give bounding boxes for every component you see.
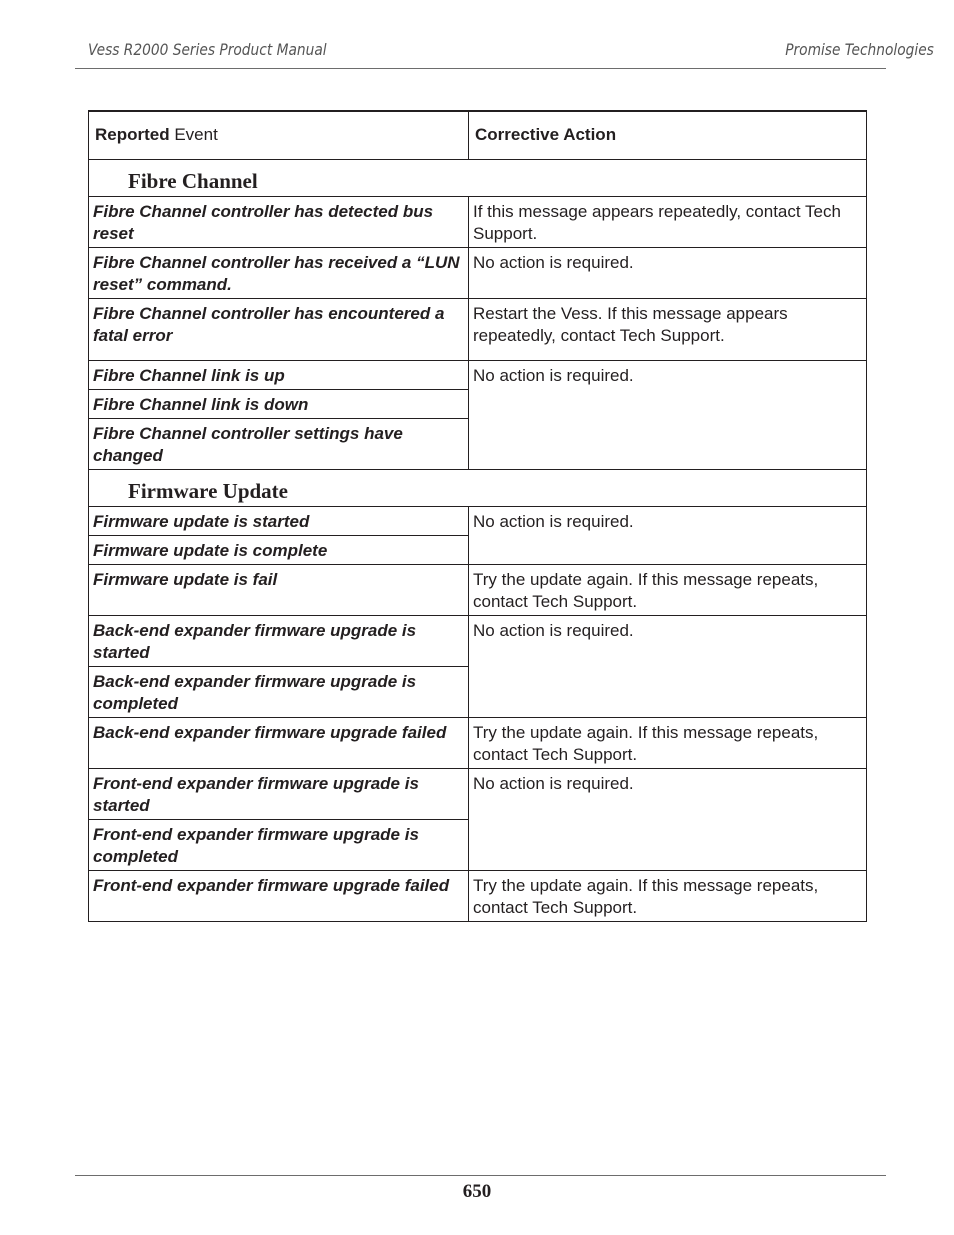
table-header-row [89, 111, 867, 159]
event-cell: Fibre Channel link is down [89, 389, 469, 418]
action-cell: No action is required. [469, 768, 867, 870]
event-table [88, 110, 867, 922]
footer-rule [75, 1175, 886, 1176]
event-cell: Fibre Channel link is up [89, 360, 469, 389]
event-cell: Front-end expander firmware upgrade failed [89, 870, 469, 921]
action-cell: No action is required. [469, 615, 867, 717]
event-cell: Front-end expander firmware upgrade is started [89, 768, 469, 819]
table-row [89, 870, 867, 921]
event-cell: Back-end expander firmware upgrade is completed [89, 666, 469, 717]
header-rule [75, 68, 886, 69]
table-row [89, 360, 867, 389]
action-cell: No action is required. [469, 247, 867, 298]
event-cell: Fibre Channel controller has detected bus reset [89, 196, 469, 247]
event-cell: Firmware update is complete [89, 535, 469, 564]
header-event-label: Event [169, 125, 218, 145]
table-row [89, 247, 867, 298]
event-cell: Back-end expander firmware upgrade failed [89, 717, 469, 768]
table-row [89, 768, 867, 819]
action-cell: If this message appears repeatedly, contact Tech Support. [469, 196, 867, 247]
event-cell: Fibre Channel controller has received a “LUN reset” command. [89, 247, 469, 298]
table-row [89, 298, 867, 360]
action-cell: Try the update again. If this message repeats, contact Tech Support. [469, 870, 867, 921]
table-row [89, 615, 867, 666]
section-row-firmware-update [89, 469, 867, 506]
action-cell: No action is required. [469, 506, 867, 564]
table-row [89, 196, 867, 247]
action-cell: Try the update again. If this message repeats, contact Tech Support. [469, 717, 867, 768]
table-row [89, 564, 867, 615]
event-cell: Front-end expander firmware upgrade is completed [89, 819, 469, 870]
table-row [89, 506, 867, 535]
page-number: 650 [462, 1181, 492, 1202]
action-cell: Restart the Vess. If this message appears repeatedly, contact Tech Support. [469, 298, 867, 360]
header-company: Promise Technologies [785, 40, 934, 59]
section-title: Fibre Channel [89, 159, 867, 196]
action-cell: Try the update again. If this message repeats, contact Tech Support. [469, 564, 867, 615]
event-cell: Firmware update is started [89, 506, 469, 535]
section-title: Firmware Update [89, 469, 867, 506]
header-reported-label: Reported [95, 125, 170, 145]
event-cell: Firmware update is fail [89, 564, 469, 615]
section-row-fibre-channel [89, 159, 867, 196]
header-manual-title: Vess R2000 Series Product Manual [88, 40, 327, 59]
action-cell: No action is required. [469, 360, 867, 469]
event-cell: Back-end expander firmware upgrade is started [89, 615, 469, 666]
table-row [89, 717, 867, 768]
event-cell: Fibre Channel controller has encountered a fatal error [89, 298, 469, 360]
event-cell: Fibre Channel controller settings have changed [89, 418, 469, 469]
header-reported-event [89, 111, 469, 159]
header-corrective-action: Corrective Action [469, 111, 867, 159]
